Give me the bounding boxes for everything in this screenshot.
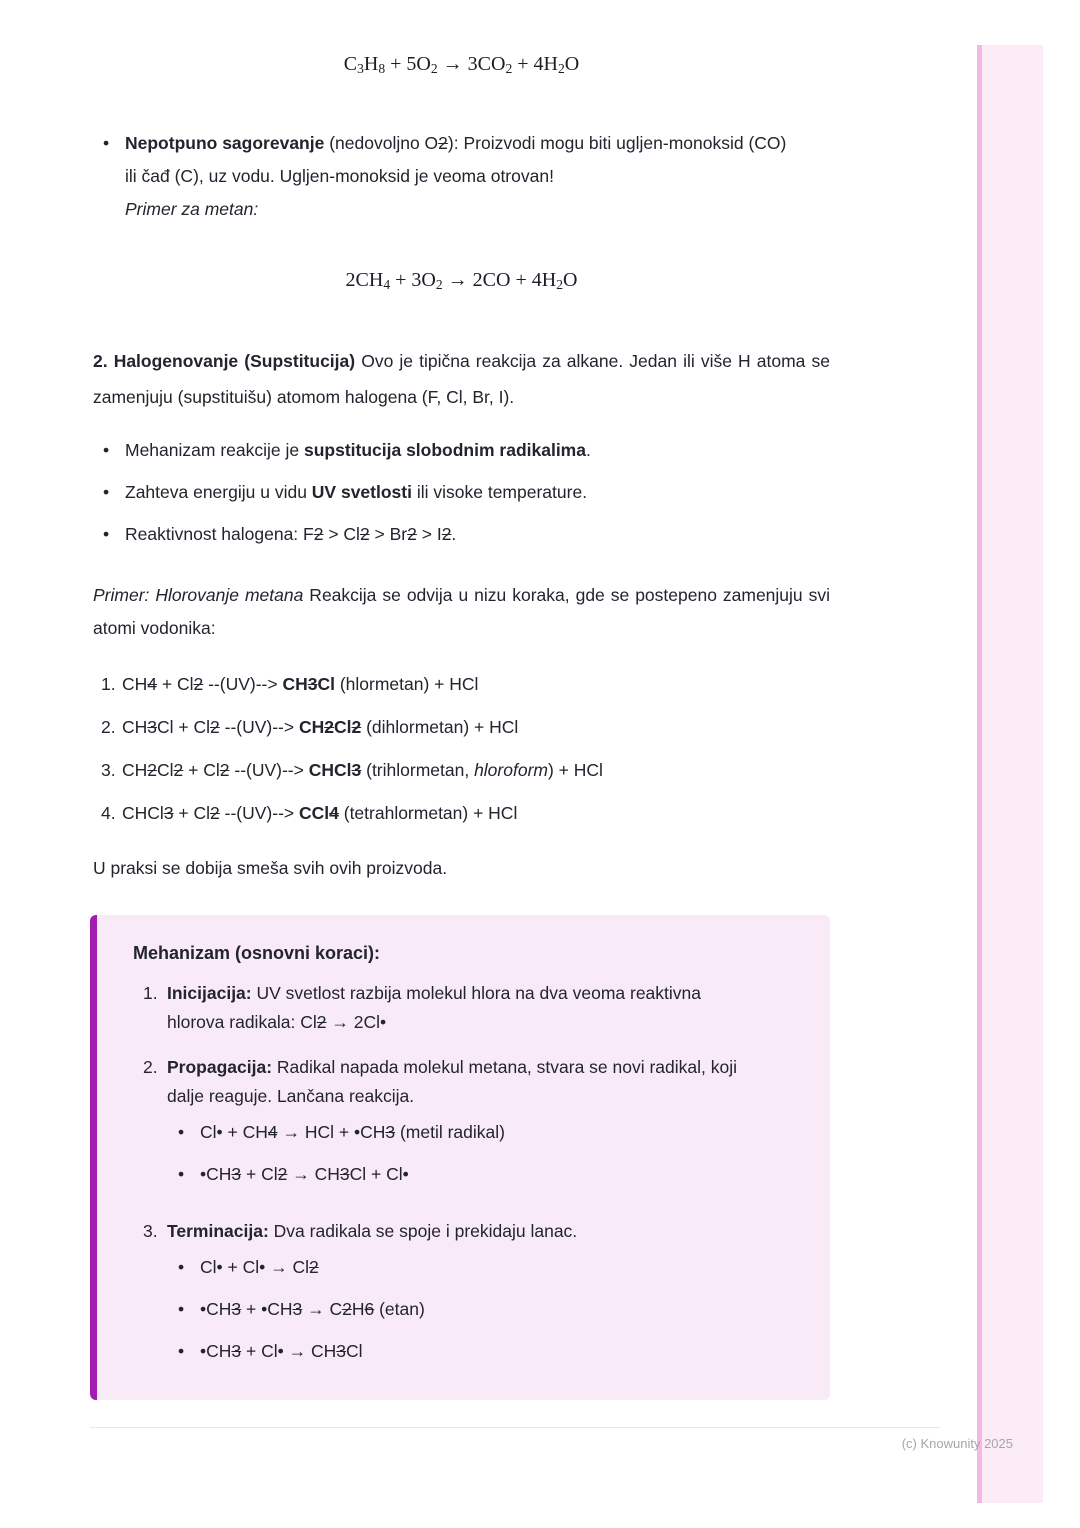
list-item: [101, 673, 830, 695]
mechanism-step-initiation: [143, 979, 796, 1037]
list-number: 3.: [143, 1220, 158, 1241]
bullet-icon: •: [178, 1298, 185, 1319]
mechanism-step-text: Propagacija: Radikal napada molekul metana, stvara se novi radikal, koji dalje reaguje. Lančana reakcija.: [167, 1056, 738, 1106]
mechanism-step-termination: [143, 1217, 796, 1362]
list-number: 2.: [101, 716, 116, 737]
incomplete-combustion-text: Nepotpuno sagorevanje (nedovoljno O2): Proizvodi mogu biti ugljen-monoksid (CO) ili čađ (C), uz vodu. Ugljen-monoksid je veoma otrovan!: [125, 132, 787, 186]
equation-methane-incomplete-combustion: 2CH4 + 3O2 → 2CO + 4H2O: [345, 268, 578, 292]
incomplete-combustion-example-label: Primer za metan:: [125, 198, 259, 219]
list-item: [178, 1340, 796, 1362]
chlorination-step-4: CHCl3 + Cl2 --(UV)--> CCl4 (tetrahlormetan) + HCl: [122, 802, 518, 823]
chlorination-step-3: CH2Cl2 + Cl2 --(UV)--> CHCl3 (trihlormetan, hloroform) + HCl: [122, 759, 603, 780]
list-number: 4.: [101, 802, 116, 823]
halogenation-point-reactivity: Reaktivnost halogena: F2 > Cl2 > Br2 > I2.: [125, 523, 457, 544]
chlorination-example-paragraph: Primer: Hlorovanje metana Reakcija se odvija u nizu koraka, gde se postepeno zamenjuju svi atomi vodonika:: [93, 584, 831, 638]
equation-propane-combustion: C3H8 + 5O2 → 3CO2 + 4H2O: [343, 53, 580, 76]
mechanism-step-body: [167, 979, 796, 1037]
mechanism-step-body: [167, 1053, 796, 1185]
list-item: [103, 523, 830, 545]
footer-divider: [90, 1427, 940, 1428]
list-item: [178, 1121, 796, 1143]
halogenation-point-mechanism: Mehanizam reakcije je supstitucija slobodnim radikalima.: [125, 439, 591, 460]
bullet-icon: •: [103, 439, 110, 460]
mechanism-step-text: Inicijacija: UV svetlost razbija molekul hlora na dva veoma reaktivna hlorova radikala: Cl2 → 2Cl•: [167, 982, 702, 1032]
mechanism-callout: [90, 915, 830, 1400]
bullet-icon: •: [178, 1340, 185, 1361]
mechanism-step-text: Terminacija: Dva radikala se spoje i prekidaju lanac.: [167, 1220, 578, 1241]
list-item: [101, 716, 830, 738]
bullet-icon: •: [178, 1256, 185, 1277]
page-edge-decoration: [977, 45, 1043, 1503]
incomplete-combustion-body: [125, 127, 797, 226]
document-content: [93, 0, 830, 1400]
chlorination-step-2: CH3Cl + Cl2 --(UV)--> CH2Cl2 (dihlormetan) + HCl: [122, 716, 519, 737]
propagation-reaction-2: •CH3 + Cl2 → CH3Cl + Cl•: [200, 1163, 409, 1184]
mechanism-step-body: [167, 1217, 796, 1362]
termination-reaction-2: •CH3 + •CH3 → C2H6 (etan): [200, 1298, 425, 1319]
list-number: 1.: [101, 673, 116, 694]
list-item: [178, 1298, 796, 1320]
list-number: 2.: [143, 1056, 158, 1077]
list-item: [178, 1163, 796, 1185]
propagation-reaction-1: Cl• + CH4 → HCl + •CH3 (metil radikal): [200, 1121, 505, 1142]
chlorination-step-1: CH4 + Cl2 --(UV)--> CH3Cl (hlormetan) + HCl: [122, 673, 479, 694]
list-item: [103, 439, 830, 461]
halogenation-heading-paragraph: 2. Halogenovanje (Supstitucija) Ovo je tipična reakcija za alkane. Jedan ili više H atoma se zamenjuju (supstituišu) atomom halogena (F, Cl, Br, I).: [93, 350, 830, 407]
termination-reaction-3: •CH3 + Cl• → CH3Cl: [200, 1340, 363, 1361]
copyright-note: (c) Knowunity 2025: [901, 1436, 1013, 1451]
list-item: [93, 127, 830, 226]
termination-reaction-1: Cl• + Cl• → Cl2: [200, 1256, 319, 1277]
bullet-icon: •: [178, 1163, 185, 1184]
bullet-icon: •: [103, 523, 110, 544]
bullet-icon: •: [103, 481, 110, 502]
mixture-note: U praksi se dobija smeša svih ovih proizvoda.: [93, 857, 448, 878]
list-item: [101, 759, 830, 781]
halogenation-bullet-list: [93, 439, 830, 545]
mechanism-callout-title: Mehanizam (osnovni koraci):: [133, 942, 381, 963]
bullet-icon: •: [178, 1121, 185, 1142]
list-item: [103, 481, 830, 503]
halogenation-point-energy: Zahteva energiju u vidu UV svetlosti ili visoke temperature.: [125, 481, 588, 502]
termination-sub-list: [178, 1256, 796, 1362]
bullet-icon: •: [103, 132, 110, 153]
mechanism-step-propagation: [143, 1053, 796, 1185]
list-number: 1.: [143, 982, 158, 1003]
list-item: [178, 1256, 796, 1278]
propagation-sub-list: [178, 1121, 796, 1185]
list-item: [101, 802, 830, 824]
chlorination-steps-list: [101, 673, 830, 824]
list-number: 3.: [101, 759, 116, 780]
